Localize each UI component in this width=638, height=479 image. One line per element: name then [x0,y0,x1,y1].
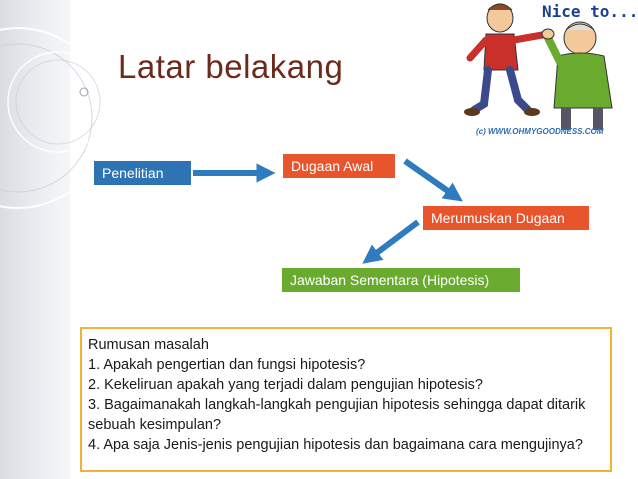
problem-heading: Rumusan masalah [88,337,209,353]
problem-item-2: 2. Kekeliruan apakah yang terjadi dalam pengujian hipotesis? [88,377,483,393]
slide-title: Latar belakang [118,48,344,85]
problem-item-3: 3. Bagaimanakah langkah-langkah pengujian hipotesis sehingga dapat ditarik sebuah kesimpulan? [88,397,586,433]
problem-item-4: 4. Apa saja Jenis-jenis pengujian hipotesis dan bagaimana cara mengujinya? [88,437,583,453]
node-jawaban-sementara: Jawaban Sementara (Hipotesis) [282,268,520,292]
rumusan-masalah-box [80,327,612,472]
node-dugaan-awal: Dugaan Awal [283,154,395,178]
node-merumuskan-dugaan: Merumuskan Dugaan [423,206,589,230]
speech-bubble-text: Nice to... [542,2,638,21]
arrow-merumuskan-to-jawaban [370,222,418,258]
problem-item-1: 1. Apakah pengertian dan fungsi hipotesis? [88,357,366,373]
arrow-dugaan-to-merumuskan [405,161,455,196]
node-penelitian: Penelitian [94,161,191,185]
cartoon-caption: (c) WWW.OHMYGOODNESS.COM [476,127,604,136]
